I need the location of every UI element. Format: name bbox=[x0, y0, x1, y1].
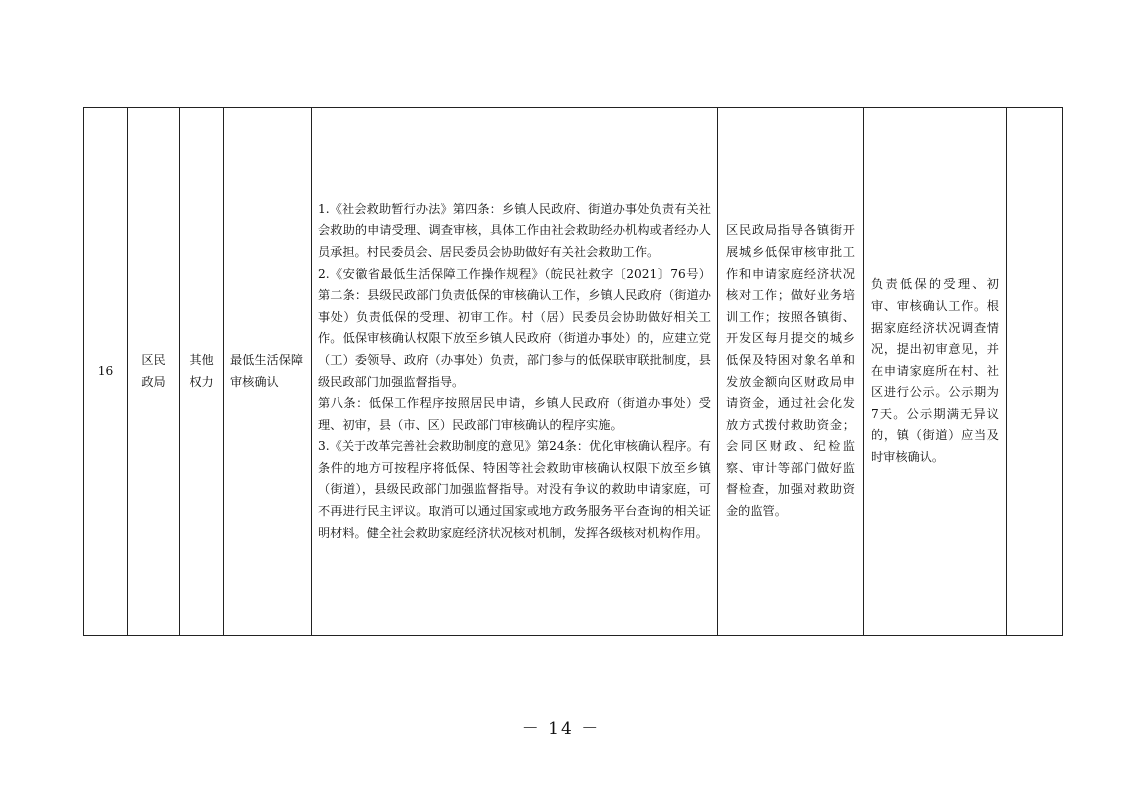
item-name-cell bbox=[224, 108, 312, 636]
department-cell bbox=[128, 108, 180, 636]
basis-paragraph: 第八条：低保工作程序按照居民申请，乡镇人民政府（街道办事处）受理、初审，县（市、区）民政部门审核确认的程序实施。 bbox=[318, 396, 711, 432]
category-cell bbox=[180, 108, 224, 636]
department-line-1: 区民 bbox=[141, 352, 166, 367]
item-name: 最低生活保障审核确认 bbox=[230, 352, 304, 389]
table-row bbox=[84, 108, 1063, 636]
row-number: 16 bbox=[97, 363, 114, 378]
row-number-cell bbox=[84, 108, 128, 636]
department-line-2: 政局 bbox=[141, 374, 166, 389]
basis-paragraph: 3.《关于改革完善社会救助制度的意见》第24条：优化审核确认程序。有条件的地方可按程序将低保、特困等社会救助审核确认权限下放至乡镇（街道），县级民政部门加强监督指导。对没有争议的救助申请家庭，可不再进行民主评议。取消可以通过国家或地方政务服务平台查询的相关证明材料。健全社会救助家庭经济状况核对机制，发挥各级核对机构作用。 bbox=[318, 439, 711, 540]
power-list-table bbox=[83, 107, 1063, 636]
remark-cell bbox=[1007, 108, 1063, 636]
basis-paragraph: 2.《安徽省最低生活保障工作操作规程》（皖民社救字〔2021〕76号）第二条：县级民政部门负责低保的审核确认工作，乡镇人民政府（街道办事处）负责低保的受理、初审工作。村（居）民委员会协助做好相关工作。低保审核确认权限下放至乡镇人民政府（街道办事处）的，应建立党（工）委领导、政府（办事处）负责，部门参与的低保联审联批制度，县级民政部门加强监督指导。 bbox=[318, 266, 711, 389]
category-line-2: 权力 bbox=[189, 374, 214, 389]
basis-paragraph: 1.《社会救助暂行办法》第四条：乡镇人民政府、街道办事处负责有关社会救助的申请受理、调查审核，具体工作由社会救助经办机构或者经办人员承担。村民委员会、居民委员会协助做好有关社会救助工作。 bbox=[318, 201, 711, 259]
page-number: － 14 － bbox=[521, 719, 601, 739]
department-duty: 区民政局指导各镇街开展城乡低保审核审批工作和申请家庭经济状况核对工作；做好业务培训工作；按照各镇街、开发区每月提交的城乡低保及特困对象名单和发放金额向区财政局申请资金，通过社会化发放方式拨付救助资金；会同区财政、纪检监察、审计等部门做好监督检查，加强对救助资金的监管。 bbox=[726, 223, 855, 519]
legal-basis-cell bbox=[312, 108, 718, 636]
category-line-1: 其他 bbox=[189, 352, 214, 367]
township-responsibility-cell bbox=[864, 108, 1007, 636]
department-duty-cell bbox=[718, 108, 864, 636]
township-responsibility: 负责低保的受理、初审、审核确认工作。根据家庭经济状况调查情况，提出初审意见，并在申请家庭所在村、社区进行公示。公示期为7天。公示期满无异议的，镇（街道）应当及时审核确认。 bbox=[871, 277, 999, 465]
